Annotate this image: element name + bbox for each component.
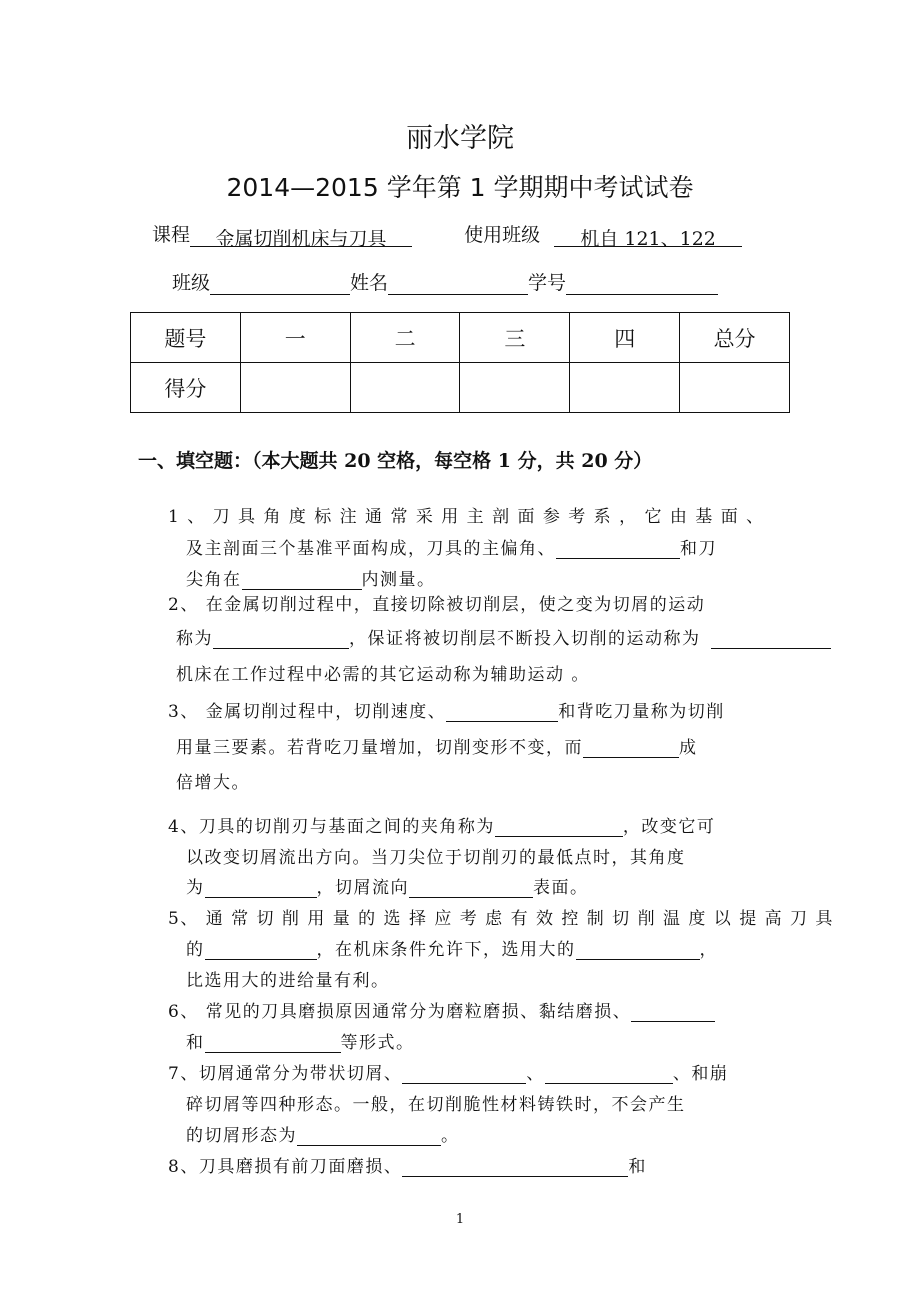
q2-text: 称为 — [176, 629, 213, 649]
q3-line2 — [176, 733, 698, 758]
score-header-cell: 题号 — [131, 313, 241, 363]
q7-text: 、和崩 — [672, 1064, 729, 1084]
q2-line1: 2、 在金属切削过程中，直接切除被切削层，使之变为切屑的运动 — [168, 595, 706, 615]
course-label: 课程 — [152, 224, 191, 246]
score-header-cell: 三 — [460, 313, 570, 363]
student-name-field[interactable] — [388, 272, 528, 295]
q8-blank-1[interactable] — [402, 1158, 628, 1177]
course-line — [152, 220, 742, 250]
q6-text: 和 — [186, 1033, 205, 1053]
q7-blank-1[interactable] — [402, 1065, 526, 1084]
q4-line2: 以改变切屑流出方向。当刀尖位于切削刃的最低点时，其角度 — [186, 848, 686, 868]
q4-blank-2[interactable] — [205, 879, 317, 898]
q6-line1 — [168, 997, 715, 1022]
q3-text: 用量三要素。若背吃刀量增加，切削变形不变，而 — [176, 738, 583, 758]
q4-line3 — [186, 873, 589, 898]
q3-text: 和背吃刀量称为切削 — [558, 702, 725, 722]
q2-line2 — [176, 624, 831, 649]
q6-line2 — [186, 1028, 415, 1053]
score-table — [130, 312, 790, 413]
q6-text: 等形式。 — [340, 1033, 415, 1053]
q1-line1: 1 、 刀 具 角 度 标 注 通 常 采 用 主 剖 面 参 考 系 ， 它 由 基 面 、 — [168, 507, 765, 527]
q7-line2: 碎切屑等四种形态。一般，在切削脆性材料铸铁时，不会产生 — [186, 1095, 686, 1115]
q5-blank-2[interactable] — [576, 941, 700, 960]
class-value: 机自 121、122 — [554, 224, 742, 247]
q5-text: ，在机床条件允许下，选用大的 — [316, 940, 576, 960]
q3-blank-2[interactable] — [583, 739, 679, 758]
student-line — [172, 268, 718, 295]
q2-blank-2[interactable] — [711, 630, 831, 649]
q8-text: 8、刀具磨损有前刀面磨损、 — [168, 1157, 403, 1177]
q2-line3: 机床在工作过程中必需的其它运动称为辅助运动 。 — [176, 665, 590, 685]
q8-text: 和 — [628, 1157, 647, 1177]
q1-line3 — [186, 565, 436, 590]
score-cell[interactable] — [680, 363, 790, 413]
q1-text: 和刀 — [680, 539, 717, 559]
q1-text: 尖角在 — [186, 570, 242, 590]
q4-text: 为 — [186, 878, 205, 898]
section1-heading: 一、填空题：（本大题共 20 空格，每空格 1 分，共 20 分） — [138, 450, 653, 472]
q7-text: 、 — [526, 1064, 545, 1084]
q7-text: 。 — [441, 1126, 460, 1146]
q1-blank-2[interactable] — [242, 571, 362, 590]
q4-line1 — [168, 812, 715, 837]
q2-text: ，保证将被切削层不断投入切削的运动称为 — [349, 629, 701, 649]
q8-line1 — [168, 1152, 647, 1177]
score-row-label: 得分 — [131, 363, 241, 413]
q3-line3: 倍增大。 — [176, 773, 250, 793]
exam-title: 2014—2015 学年第 1 学期期中考试试卷 — [226, 173, 694, 202]
student-name-label: 姓名 — [350, 272, 389, 294]
q7-text: 7、切屑通常分为带状切屑、 — [168, 1064, 403, 1084]
q1-text: 内测量。 — [361, 570, 436, 590]
q7-blank-3[interactable] — [297, 1127, 441, 1146]
score-header-cell: 总分 — [680, 313, 790, 363]
q6-blank-1[interactable] — [631, 1003, 715, 1022]
q5-line2 — [186, 935, 718, 960]
q4-text: ，切屑流向 — [316, 878, 409, 898]
q3-blank-1[interactable] — [446, 703, 558, 722]
school-name: 丽水学院 — [406, 123, 514, 154]
q5-text: ， — [699, 940, 718, 960]
q4-text: 4、刀具的切削刃与基面之间的夹角称为 — [168, 817, 495, 837]
q1-line2 — [186, 534, 717, 559]
student-class-label: 班级 — [172, 272, 211, 294]
q6-blank-2[interactable] — [205, 1034, 341, 1053]
score-table-score-row — [131, 363, 790, 413]
q4-text: ，改变它可 — [622, 817, 716, 837]
q5-line3: 比选用大的进给量有利。 — [186, 971, 390, 991]
q1-text: 及主剖面三个基准平面构成，刀具的主偏角、 — [186, 539, 556, 559]
q5-text: 的 — [186, 940, 205, 960]
q5-line1: 5、 通 常 切 削 用 量 的 选 择 应 考 虑 有 效 控 制 切 削 温 度 以 提 高 刀 具 — [168, 909, 834, 929]
student-id-label: 学号 — [528, 272, 567, 294]
course-value: 金属切削机床与刀具 — [190, 224, 412, 247]
q3-text: 成 — [679, 738, 698, 758]
q4-blank-3[interactable] — [409, 879, 533, 898]
q7-line3 — [186, 1121, 460, 1146]
score-header-cell: 一 — [240, 313, 350, 363]
q7-text: 的切屑形态为 — [186, 1126, 297, 1146]
q6-text: 6、 常见的刀具磨损原因通常分为磨粒磨损、黏结磨损、 — [168, 1002, 632, 1022]
score-table-header-row — [131, 313, 790, 363]
q7-line1 — [168, 1059, 728, 1084]
score-header-cell: 四 — [570, 313, 680, 363]
q2-blank-1[interactable] — [213, 630, 349, 649]
student-class-field[interactable] — [210, 272, 350, 295]
q4-blank-1[interactable] — [495, 818, 623, 837]
page-number: 1 — [455, 1212, 465, 1227]
q3-text: 3、 金属切削过程中，切削速度、 — [168, 702, 447, 722]
student-id-field[interactable] — [566, 272, 718, 295]
score-header-cell: 二 — [350, 313, 460, 363]
class-label: 使用班级 — [464, 224, 541, 246]
q3-line1 — [168, 697, 725, 722]
q4-text: 表面。 — [533, 878, 589, 898]
score-cell[interactable] — [570, 363, 680, 413]
q5-blank-1[interactable] — [205, 941, 317, 960]
score-cell[interactable] — [460, 363, 570, 413]
score-cell[interactable] — [240, 363, 350, 413]
q7-blank-2[interactable] — [545, 1065, 673, 1084]
score-cell[interactable] — [350, 363, 460, 413]
q1-blank-1[interactable] — [556, 540, 680, 559]
